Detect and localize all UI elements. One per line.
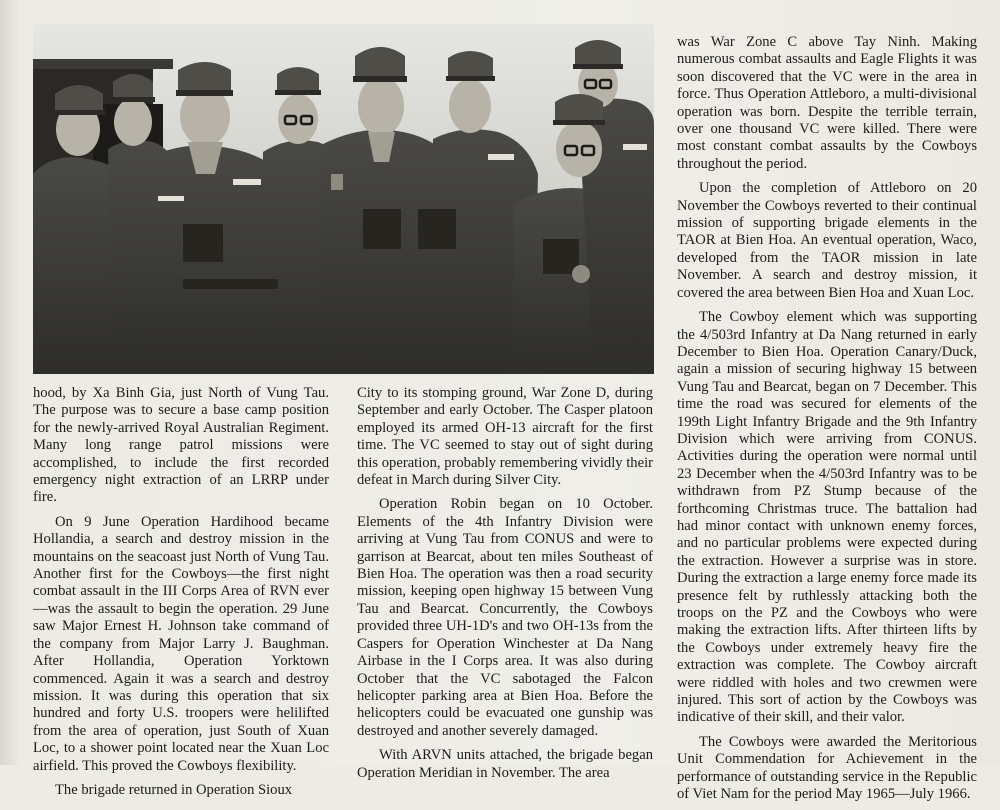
paragraph: Operation Robin began on 10 October. Elements of the 4th Infantry Division were arriving at Vung Tau from CONUS and were to garrison at Bearcat, about ten miles Southeast of Bien Hoa. The operation was then a road security mission, keeping open highway 15 between Vung Tau and Bearcat. Concurrently, the Cowboys provided three UH-1D's and two OH-13s from the Caspers for Operation Winchester at Da Nang Airbase in the I Corps area. It was also during October that the VC sabotaged the Falcon helicopter parking area at Bien Hoa. Before the helicopters could be evacuated one gunship was destroyed and another severely damaged. xyxy=(357,496,653,739)
paragraph: City to its stomping ground, War Zone D, during September and early October. The Casper platoon employed its armed OH-13 aircraft for the first time. The VC seemed to stay out of sight during this operation, probably remembering vividly their defeat in March during Silver City. xyxy=(357,385,653,489)
paragraph: With ARVN units attached, the brigade began Operation Meridian in November. The area xyxy=(357,747,653,781)
paragraph: was War Zone C above Tay Ninh. Making numerous combat assaults and Eagle Flights it was soon discovered that the VC were in the area in force. Thus Operation Attleboro, a multi-divisional operation was born. Despite the terrible terrain, over one thousand VC were killed. There were most constant combat assaults by the Cowboys throughout the period. xyxy=(677,34,977,172)
paragraph: The brigade returned in Operation Sioux xyxy=(55,781,293,798)
text-column-3 xyxy=(677,34,977,810)
paragraph: The Cowboy element which was supporting the 4/503rd Infantry at Da Nang returned in early December to Bien Hoa. Operation Canary/Duck, again a mission of securing highway 15 between Vung Tau and Bearcat, began on 7 December. This time the road was secured for elements of the 199th Light Infantry Brigade and the 9th Infantry Division which were arriving from CONUS. Activities during the operation were normal until 23 December when the 4/503rd Infantry was to be withdrawn from PZ Stump because of the forthcoming Christmas truce. The battalion had had minor contact with unknown enemy forces, and no particular problems were expected during the extraction. However a surprise was in store. During the extraction a large enemy force made its presence felt by ruthlessly attacking both the troops on the PZ and the Cowboys who were making the extraction lifts. After thirteen lifts by the Cowboys under extremely heavy fire the extraction was complete. The Cowboy aircraft were riddled with holes and two crewmen were injured. This sort of action by the Cowboys was indicative of their skill, and their valor. xyxy=(677,309,977,726)
paragraph: hood, by Xa Binh Gia, just North of Vung Tau. The purpose was to secure a base camp position for the newly-arrived Royal Australian Regiment. Many long range patrol missions were accomplished, to include the first recorded emergency night extraction of an LRRP under fire. xyxy=(33,385,329,506)
paragraph: The Cowboys were awarded the Meritorious Unit Commendation for Achievement in the performance of outstanding service in the Republic of Viet Nam for the period May 1965—July 1966. xyxy=(677,733,977,803)
paragraph: Upon the completion of Attleboro on 20 November the Cowboys reverted to their continual mission of supporting brigade elements in the TAOR at Bien Hoa. An eventual operation, Waco, developed from the TAOR mission in late November. A search and destroy mission, it covered the area between Bien Hoa and Xuan Loc. xyxy=(677,180,977,301)
text-column-1 xyxy=(33,385,329,806)
paragraph: On 9 June Operation Hardihood became Hollandia, a search and destroy mission in the mountains on the seacoast just North of Vung Tau. Another first for the Cowboys—the first night combat assault in the III Corps Area of RVN ever—was the assault to begin the operation. 29 June saw Major Ernest H. Johnson take command of the company from Major Larry J. Baughman. After Hollandia, Operation Yorktown commenced. Again it was a search and destroy mission. It was during this operation that six hundred and forty U.S. troopers were helilifted from the area of operation, just South of Xuan Loc, to a shower point located near the Xuan Loc airfield. This proved the Cowboys flexibility. xyxy=(33,513,329,774)
group-photo xyxy=(33,24,654,374)
text-column-2 xyxy=(357,385,653,789)
